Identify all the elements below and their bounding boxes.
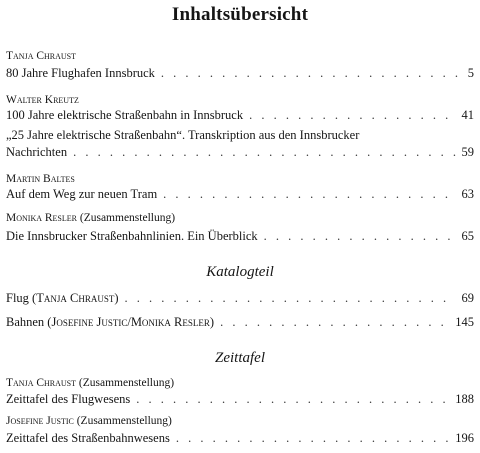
entry-title: Die Innsbrucker Straßenbahnlinien. Ein Überblick — [6, 229, 258, 243]
dot-leader — [249, 108, 455, 123]
page-number: 41 — [461, 108, 474, 122]
toc-entry[interactable] — [6, 187, 474, 203]
toc-entry[interactable] — [6, 392, 474, 408]
entry-title: Zeittafel des Flugwesens — [6, 392, 131, 406]
toc-entry[interactable] — [6, 145, 474, 161]
entry-title: 100 Jahre elektrische Straßenbahn in Innsbruck — [6, 108, 244, 122]
page-number: 145 — [455, 315, 474, 329]
page-number: 59 — [461, 145, 474, 159]
toc-entry[interactable] — [6, 108, 474, 124]
page-number: 5 — [467, 66, 474, 80]
author-name: Tanja Chraust — [6, 377, 77, 389]
entry-title: 80 Jahre Flughafen Innsbruck — [6, 66, 155, 80]
page-number: 188 — [455, 392, 474, 406]
page-number: 196 — [455, 431, 474, 445]
entry-title: Flug (Tanja Chraust) — [6, 291, 119, 305]
toc-entry[interactable] — [6, 229, 474, 245]
page-number: 69 — [461, 291, 474, 305]
entry-author — [6, 415, 172, 427]
entry-title-line: „25 Jahre elektrische Straßenbahn“. Transkription aus den Innsbrucker — [6, 128, 360, 142]
author-name: Monika Resler — [6, 212, 77, 224]
entry-title: Bahnen (Josefine Justic/Monika Resler) — [6, 315, 215, 329]
page-number: 65 — [461, 229, 474, 243]
entry-author — [6, 212, 175, 224]
dot-leader — [136, 392, 449, 407]
dot-leader — [220, 315, 449, 330]
entry-author: Tanja Chraust — [6, 50, 77, 62]
toc-entry[interactable] — [6, 315, 474, 331]
entry-author: Walter Kreutz — [6, 94, 79, 106]
dot-leader — [161, 66, 462, 81]
author-role: (Zusammenstellung) — [76, 377, 175, 389]
section-heading-zeittafel: Zeittafel — [215, 350, 265, 366]
author-name: Josefine Justic — [6, 415, 74, 427]
author-role: (Zusammenstellung) — [73, 415, 172, 427]
toc-entry[interactable] — [6, 431, 474, 447]
dot-leader — [163, 187, 455, 202]
section-heading-katalogteil: Katalogteil — [206, 264, 274, 280]
dot-leader — [176, 431, 449, 446]
entry-title: Auf dem Weg zur neuen Tram — [6, 187, 158, 201]
dot-leader — [73, 145, 455, 160]
entry-author: Martin Baltes — [6, 173, 75, 185]
entry-title: Nachrichten — [6, 145, 68, 159]
page-title: Inhaltsübersicht — [171, 4, 309, 25]
dot-leader — [125, 291, 456, 306]
author-role: (Zusammenstellung) — [77, 212, 176, 224]
toc-entry[interactable] — [6, 66, 474, 82]
page-number: 63 — [461, 187, 474, 201]
entry-title: Zeittafel des Straßenbahnwesens — [6, 431, 170, 445]
toc-entry[interactable] — [6, 291, 474, 307]
entry-author — [6, 377, 174, 389]
dot-leader — [264, 229, 456, 244]
